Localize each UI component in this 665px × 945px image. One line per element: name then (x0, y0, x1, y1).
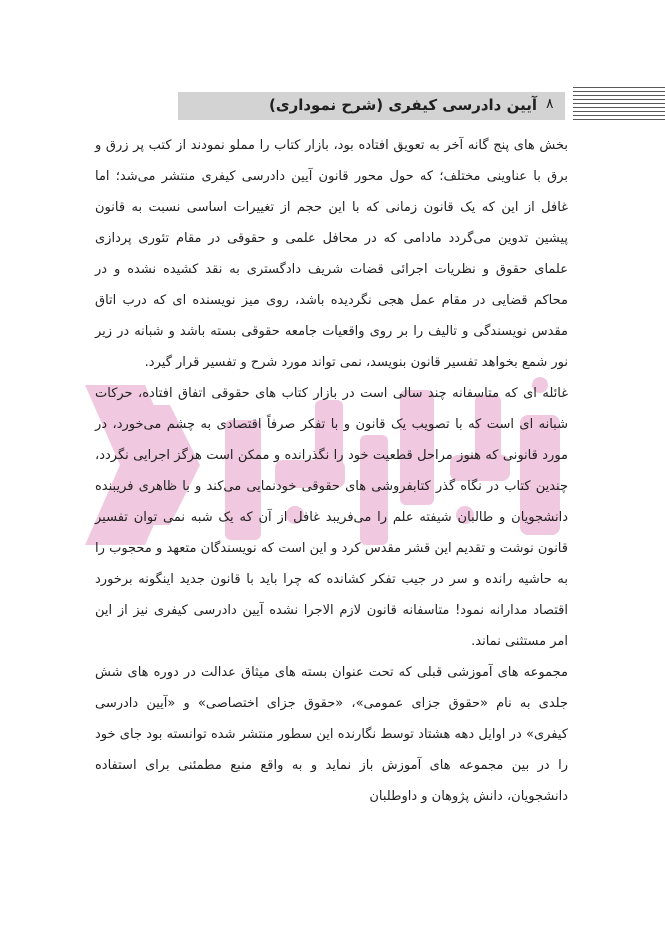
paragraph: غائله ای که متاسفانه چند سالی است در بازار کتاب های حقوقی اتفاق افتاده، حرکات شبانه ای است که با تصویب یک قانون و با تفکر صرفاً اقتصادی به چشم می‌خورد، در مورد قانونی که هنوز مراحل قطعیت خود را نگذرانده و ممکن است هرگز اجرایی نگردد، چندین کتاب در نگاه گذر کتابفروشی های حقوقی خودنمایی می‌کند و با ظاهری فریبنده دانشجویان و طالبان شیفته علم را می‌فریبد غافل از آن که یک شبه نمی توان تفسیر قانون نوشت و تقدیم این قشر مقدس کرد و این است که نویسندگان متعهد و محجوب را به حاشیه رانده و سر در جیب تفکر کشانده که چرا باید با قانون جدید اینگونه برخورد اقتصاد مدارانه نمود! متاسفانه قانون لازم الاجرا نشده آیین دادرسی کیفری نیز از این امر مستثنی نماند. (95, 386, 568, 649)
page-body-text (95, 130, 568, 812)
page-number: ۸ (546, 96, 554, 112)
chapter-title: آیین دادرسی کیفری (شرح نموداری) (268, 96, 537, 114)
paragraph: بخش های پنج گانه آخر به تعویق افتاده بود، بازار کتاب را مملو نمودند از کتب پر زرق و برق با عناوینی مختلف؛ که حول محور قانون آیین دادرسی کیفری منتشر می‌شد؛ اما غافل از این که یک قانون زمانی که با این حجم از تغییرات اساسی نسبت به قانون پیشین تدوین می‌گردد مادامی که در محافل علمی و حقوقی در مقام تئوری پردازی علمای حقوق و نظریات اجرائی قضات شریف دادگستری به نقد کشیده نشده و در محاکم قضایی در مقام عمل هجی نگردیده باشد، روی میز نویسنده ای که درب اتاق مقدس نویسندگی و تالیف را بر روی واقعیات جامعه حقوقی بسته باشد و شبانه در زیر نور شمع بخواهد تفسیر قانون بنویسد، نمی تواند مورد شرح و تفسیر قرار گیرد. (95, 138, 568, 370)
paragraph: مجموعه های آموزشی قبلی که تحت عنوان بسته های میثاق عدالت در دوره های شش جلدی به نام «حقوق جزای عمومی»، «حقوق جزای اختصاصی» و «آیین دادرسی کیفری» در اوایل دهه هشتاد توسط نگارنده این سطور منتشر شده توانسته بود جای خود را در بین مجموعه های آموزش باز نماید و به واقع منبع مطمئنی برای استفاده دانشجویان، دانش پژوهان و داوطلبان (95, 665, 568, 804)
page-header (0, 85, 665, 125)
header-decorative-lines (573, 87, 665, 121)
